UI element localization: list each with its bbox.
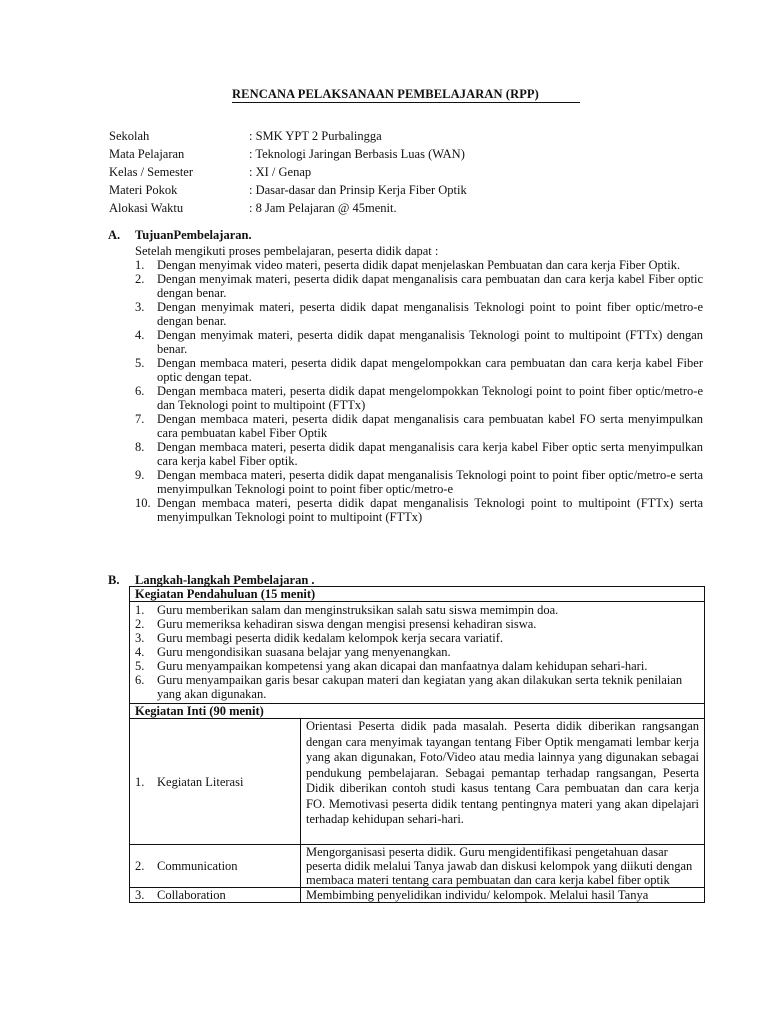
- row-number: 1.: [135, 774, 145, 789]
- activities-table: [129, 586, 705, 903]
- table-row: [130, 602, 705, 704]
- pendahuluan-heading: Kegiatan Pendahuluan (15 menit): [130, 587, 705, 602]
- activity-label: [135, 775, 295, 789]
- item-text: Dengan menyimak materi, peserta didik dapat menganalisis cara pembuatan dan cara kerja kabel Fiber optic dengan benar.: [157, 272, 703, 300]
- info-row-alokasi-waktu: [109, 199, 467, 217]
- table-row: [130, 587, 705, 602]
- item-text: Dengan membaca materi, peserta didik dapat mengelompokkan cara pembuatan dan cara kerja kabel Fiber optic dengan tepat.: [157, 356, 703, 384]
- activity-label-cell: [130, 888, 301, 903]
- table-row: [130, 719, 705, 845]
- activity-description: Orientasi Peserta didik pada masalah. Peserta didik diberikan rangsangan dengan cara menyimak tayangan tentang Fiber Optik mengamati lembar kerja yang akan digunakan, Foto/Video atau media lainnya yang digunakan sebagai pendukung pembelajaran. Sebagai pemantap terhadap rangsangan, Peserta Didik diberikan contoh studi kasus tentang Cara pembuatan dan cara kerja FO. Memotivasi peserta didik tentang pentingnya materi yang akan dipelajari terhadap kehidupan sehari-hari.: [301, 719, 705, 845]
- item-number: 7.: [135, 412, 145, 426]
- info-label: Sekolah: [109, 129, 150, 143]
- item-number: 5.: [135, 659, 145, 673]
- info-label: Alokasi Waktu: [109, 201, 184, 215]
- section-title: Langkah-langkah Pembelajaran .: [135, 573, 315, 587]
- item-text: Guru menyampaikan kompetensi yang akan dicapai dan manfaatnya dalam kehidupan sehari-hari.: [157, 659, 648, 673]
- info-label: Mata Pelajaran: [109, 147, 185, 161]
- info-label: Kelas / Semester: [109, 165, 194, 179]
- item-number: 3.: [135, 300, 145, 314]
- info-row-materi-pokok: [109, 181, 467, 199]
- table-row: [130, 704, 705, 719]
- list-item: [135, 412, 708, 440]
- row-label: Communication: [157, 859, 238, 873]
- item-text: Dengan menyimak video materi, peserta didik dapat menjelaskan Pembuatan dan cara kerja Fiber Optik.: [157, 258, 681, 272]
- item-number: 10.: [135, 496, 151, 510]
- list-item: [135, 328, 708, 356]
- section-heading: [108, 227, 708, 243]
- activity-description: Mengorganisasi peserta didik. Guru mengidentifikasi pengetahuan dasar peserta didik melalui Tanya jawab dan diskusi kelompok yang diikuti dengan membaca materi tentang cara pembuatan dan cara kerja kabel fiber optik: [301, 845, 705, 888]
- section-tujuan: [108, 227, 708, 524]
- list-item: [135, 496, 708, 524]
- row-number: 3.: [135, 888, 145, 902]
- section-intro: Setelah mengikuti proses pembelajaran, peserta didik dapat :: [135, 244, 439, 258]
- activity-label: [135, 888, 295, 902]
- list-item: [135, 617, 699, 631]
- list-item: [135, 603, 699, 617]
- info-row-sekolah: [109, 127, 467, 145]
- list-item: [135, 272, 708, 300]
- item-text: Guru menyampaikan garis besar cakupan materi dan kegiatan yang akan dilakukan serta teknik penilaian yang akan digunakan.: [157, 673, 683, 701]
- pendahuluan-cell: [130, 602, 705, 704]
- item-text: Dengan membaca materi, peserta didik dapat menganalisis cara kerja kabel Fiber optic serta menyimpulkan cara kerja kabel Fiber optik.: [157, 440, 703, 468]
- info-value: : Dasar-dasar dan Prinsip Kerja Fiber Optik: [249, 183, 467, 197]
- list-item: [135, 673, 699, 701]
- item-number: 6.: [135, 384, 145, 398]
- section-title: TujuanPembelajaran.: [135, 228, 252, 242]
- objective-list: [135, 258, 708, 524]
- item-text: Dengan membaca materi, peserta didik dapat mengelompokkan Teknologi point to point fiber optic/metro-e dan Teknologi point to multipoint (FTTx): [157, 384, 703, 412]
- info-value: : Teknologi Jaringan Berbasis Luas (WAN): [249, 147, 465, 161]
- list-item: [135, 356, 708, 384]
- item-number: 1.: [135, 258, 145, 272]
- item-text: Dengan membaca materi, peserta didik dapat menganalisis Teknologi point to multipoint (FTTx) serta menyimpulkan Teknologi point to multipoint (FTTx): [157, 496, 703, 524]
- row-label: Kegiatan Literasi: [157, 774, 244, 789]
- item-number: 4.: [135, 328, 145, 342]
- list-item: [135, 258, 708, 272]
- item-number: 1.: [135, 603, 145, 617]
- list-item: [135, 659, 699, 673]
- row-label: Collaboration: [157, 888, 226, 902]
- item-number: 4.: [135, 645, 145, 659]
- item-number: 2.: [135, 617, 145, 631]
- info-value: : SMK YPT 2 Purbalingga: [249, 129, 382, 143]
- section-letter: A.: [108, 228, 121, 242]
- item-text: Dengan menyimak materi, peserta didik dapat menganalisis Teknologi point to point fiber optic/metro-e dengan benar.: [157, 300, 703, 328]
- item-number: 3.: [135, 631, 145, 645]
- item-text: Dengan menyimak materi, peserta didik dapat menganalisis Teknologi point to multipoint (FTTx) dengan benar.: [157, 328, 703, 356]
- document-title: RENCANA PELAKSANAAN PEMBELAJARAN (RPP): [232, 86, 580, 103]
- table-row: [130, 888, 705, 903]
- list-item: [135, 645, 699, 659]
- item-number: 5.: [135, 356, 145, 370]
- item-text: Guru membagi peserta didik kedalam kelompok kerja secara variatif.: [157, 631, 504, 645]
- list-item: [135, 440, 708, 468]
- table-row: [130, 845, 705, 888]
- item-number: 2.: [135, 272, 145, 286]
- info-block: [109, 127, 467, 217]
- info-row-mata-pelajaran: [109, 145, 467, 163]
- info-value: : 8 Jam Pelajaran @ 45menit.: [249, 201, 397, 215]
- activity-label-cell: [130, 845, 301, 888]
- section-letter: B.: [108, 573, 120, 587]
- list-item: [135, 631, 699, 645]
- item-number: 9.: [135, 468, 145, 482]
- info-row-kelas: [109, 163, 467, 181]
- activity-label: [135, 859, 295, 873]
- activity-description: Membimbing penyelidikan individu/ kelompok. Melalui hasil Tanya: [301, 888, 705, 903]
- info-value: : XI / Genap: [249, 165, 312, 179]
- activity-label-cell: [130, 719, 301, 845]
- item-text: Guru memberikan salam dan menginstruksikan salah satu siswa memimpin doa.: [157, 603, 559, 617]
- inti-heading: Kegiatan Inti (90 menit): [130, 704, 705, 719]
- item-text: Dengan membaca materi, peserta didik dapat menganalisis cara pembuatan kabel FO serta menyimpulkan cara pembuatan kabel Fiber Optik: [157, 412, 703, 440]
- list-item: [135, 300, 708, 328]
- list-item: [135, 468, 708, 496]
- item-number: 8.: [135, 440, 145, 454]
- item-text: Dengan membaca materi, peserta didik dapat menganalisis Teknologi point to point fiber optic/metro-e serta menyimpulkan Teknologi point to point fiber optic/metro-e: [157, 468, 703, 496]
- row-number: 2.: [135, 859, 145, 873]
- list-item: [135, 384, 708, 412]
- info-label: Materi Pokok: [109, 183, 178, 197]
- item-number: 6.: [135, 673, 145, 687]
- item-text: Guru mengondisikan suasana belajar yang menyenangkan.: [157, 645, 451, 659]
- item-text: Guru memeriksa kehadiran siswa dengan mengisi presensi kehadiran siswa.: [157, 617, 537, 631]
- pendahuluan-list: [135, 603, 699, 701]
